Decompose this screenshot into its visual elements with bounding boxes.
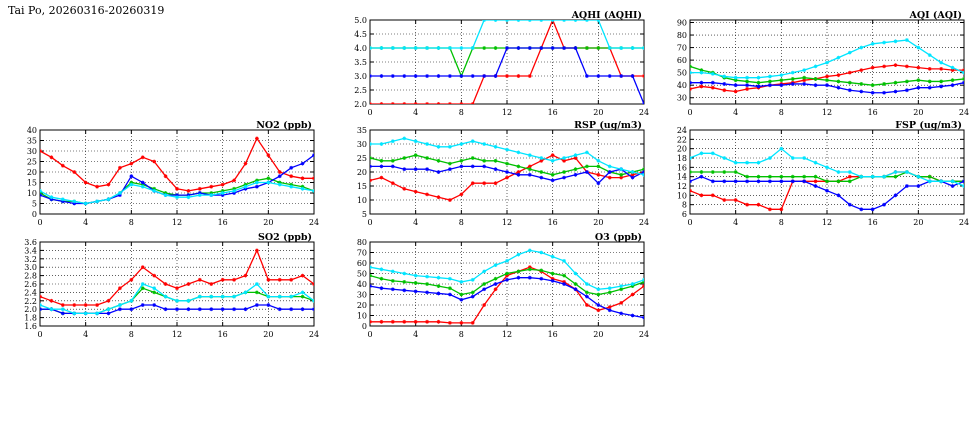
svg-text:20: 20	[913, 108, 924, 117]
svg-text:4: 4	[413, 330, 419, 339]
svg-text:2.0: 2.0	[354, 100, 367, 109]
svg-text:60: 60	[356, 259, 367, 268]
svg-text:2.0: 2.0	[24, 305, 37, 315]
svg-text:35: 35	[356, 126, 367, 135]
svg-text:35: 35	[26, 136, 37, 146]
svg-text:16: 16	[217, 330, 228, 339]
svg-text:10: 10	[356, 311, 367, 321]
svg-text:24: 24	[638, 330, 650, 339]
svg-text:90: 90	[676, 18, 687, 28]
svg-text:0: 0	[37, 218, 43, 227]
svg-text:16: 16	[217, 218, 228, 227]
svg-text:80: 80	[676, 31, 687, 41]
svg-text:5: 5	[31, 199, 37, 209]
svg-text:5: 5	[361, 210, 367, 219]
svg-text:8: 8	[778, 108, 784, 117]
svg-text:12: 12	[171, 330, 183, 339]
svg-text:30: 30	[356, 290, 367, 300]
svg-text:70: 70	[356, 248, 367, 258]
svg-text:RSP (ug/m3): RSP (ug/m3)	[574, 120, 642, 131]
svg-text:12: 12	[676, 182, 687, 191]
svg-text:8: 8	[681, 200, 687, 210]
chart-panel-fsp	[660, 120, 970, 230]
chart-panel-so2	[10, 232, 320, 342]
svg-text:0: 0	[37, 330, 43, 339]
svg-text:8: 8	[458, 330, 464, 339]
svg-text:4: 4	[413, 108, 419, 117]
svg-text:10: 10	[356, 196, 367, 205]
svg-text:12: 12	[501, 330, 513, 339]
svg-text:16: 16	[547, 330, 558, 339]
svg-text:40: 40	[356, 280, 367, 289]
svg-text:20: 20	[356, 168, 367, 177]
chart-panel-aqhi	[340, 10, 650, 120]
svg-text:5.0: 5.0	[354, 16, 367, 25]
svg-text:2.6: 2.6	[24, 280, 37, 289]
svg-text:10: 10	[26, 189, 37, 198]
svg-text:4: 4	[413, 218, 419, 227]
svg-text:20: 20	[593, 330, 604, 339]
chart-panel-o3	[340, 232, 650, 342]
svg-text:2.5: 2.5	[354, 86, 367, 95]
svg-text:0: 0	[367, 108, 373, 117]
svg-text:24: 24	[308, 218, 320, 227]
svg-text:25: 25	[26, 157, 37, 167]
svg-text:24: 24	[638, 108, 650, 117]
chart-panel-aqi	[660, 10, 970, 120]
svg-text:0: 0	[367, 218, 373, 227]
svg-text:50: 50	[676, 68, 687, 78]
svg-text:80: 80	[356, 238, 367, 247]
svg-text:18: 18	[676, 154, 687, 163]
svg-text:60: 60	[676, 56, 687, 66]
svg-text:0: 0	[361, 322, 367, 331]
svg-text:20: 20	[593, 108, 604, 117]
svg-text:16: 16	[547, 108, 558, 117]
svg-text:AQHI (AQHI): AQHI (AQHI)	[571, 10, 642, 21]
svg-text:24: 24	[958, 108, 970, 117]
svg-text:20: 20	[263, 218, 274, 227]
svg-text:12: 12	[821, 108, 833, 117]
svg-text:40: 40	[26, 126, 37, 135]
svg-text:12: 12	[821, 218, 833, 227]
svg-text:16: 16	[547, 218, 558, 227]
svg-text:20: 20	[676, 144, 687, 154]
svg-text:4: 4	[733, 108, 739, 117]
svg-text:8: 8	[778, 218, 784, 227]
svg-text:3.2: 3.2	[24, 254, 37, 264]
svg-text:0: 0	[31, 210, 37, 219]
svg-text:NO2 (ppb): NO2 (ppb)	[256, 120, 312, 131]
svg-text:2.4: 2.4	[24, 288, 37, 298]
svg-text:3.0: 3.0	[24, 263, 37, 273]
svg-text:30: 30	[356, 140, 367, 149]
svg-text:2.2: 2.2	[24, 296, 37, 306]
svg-text:30: 30	[26, 147, 37, 156]
svg-text:8: 8	[458, 108, 464, 117]
svg-text:14: 14	[676, 172, 687, 182]
svg-text:25: 25	[356, 154, 367, 163]
svg-text:4: 4	[83, 218, 89, 227]
svg-text:20: 20	[356, 301, 367, 310]
svg-text:O3 (ppb): O3 (ppb)	[594, 232, 642, 243]
svg-text:6: 6	[681, 210, 687, 219]
svg-text:2.8: 2.8	[24, 271, 37, 281]
svg-text:12: 12	[171, 218, 183, 227]
svg-text:16: 16	[867, 218, 878, 227]
svg-text:24: 24	[958, 218, 970, 227]
svg-text:4: 4	[83, 330, 89, 339]
svg-text:24: 24	[676, 126, 687, 135]
svg-text:1.8: 1.8	[24, 313, 37, 323]
svg-text:4.5: 4.5	[354, 30, 367, 39]
svg-text:20: 20	[263, 330, 274, 339]
svg-text:20: 20	[913, 218, 924, 227]
svg-text:22: 22	[676, 135, 687, 145]
page-title: Tai Po, 20260316-20260319	[8, 4, 165, 17]
svg-text:40: 40	[676, 81, 687, 91]
svg-text:30: 30	[676, 93, 687, 103]
svg-text:3.6: 3.6	[24, 238, 37, 247]
svg-text:20: 20	[26, 168, 37, 177]
chart-panel-no2	[10, 120, 320, 230]
svg-text:50: 50	[356, 269, 367, 279]
svg-text:16: 16	[867, 108, 878, 117]
svg-text:4: 4	[733, 218, 739, 227]
svg-text:3.5: 3.5	[354, 58, 367, 67]
svg-text:15: 15	[26, 178, 37, 188]
svg-text:8: 8	[458, 218, 464, 227]
svg-text:AQI (AQI): AQI (AQI)	[909, 10, 962, 21]
chart-panel-rsp	[340, 120, 650, 230]
svg-text:0: 0	[367, 330, 373, 339]
svg-text:20: 20	[593, 218, 604, 227]
svg-text:8: 8	[128, 218, 134, 227]
svg-text:1.6: 1.6	[24, 322, 37, 331]
svg-text:16: 16	[676, 163, 687, 173]
svg-text:0: 0	[687, 218, 693, 227]
svg-text:10: 10	[676, 191, 687, 201]
svg-text:3.4: 3.4	[24, 246, 37, 256]
svg-text:FSP (ug/m3): FSP (ug/m3)	[895, 120, 962, 131]
svg-text:0: 0	[687, 108, 693, 117]
svg-text:SO2 (ppb): SO2 (ppb)	[258, 232, 312, 243]
svg-text:12: 12	[501, 108, 513, 117]
svg-text:3.0: 3.0	[354, 72, 367, 81]
svg-text:12: 12	[501, 218, 513, 227]
svg-text:8: 8	[128, 330, 134, 339]
svg-text:15: 15	[356, 182, 367, 191]
svg-text:24: 24	[308, 330, 320, 339]
svg-text:70: 70	[676, 43, 687, 53]
svg-text:24: 24	[638, 218, 650, 227]
svg-text:4.0: 4.0	[354, 44, 367, 53]
